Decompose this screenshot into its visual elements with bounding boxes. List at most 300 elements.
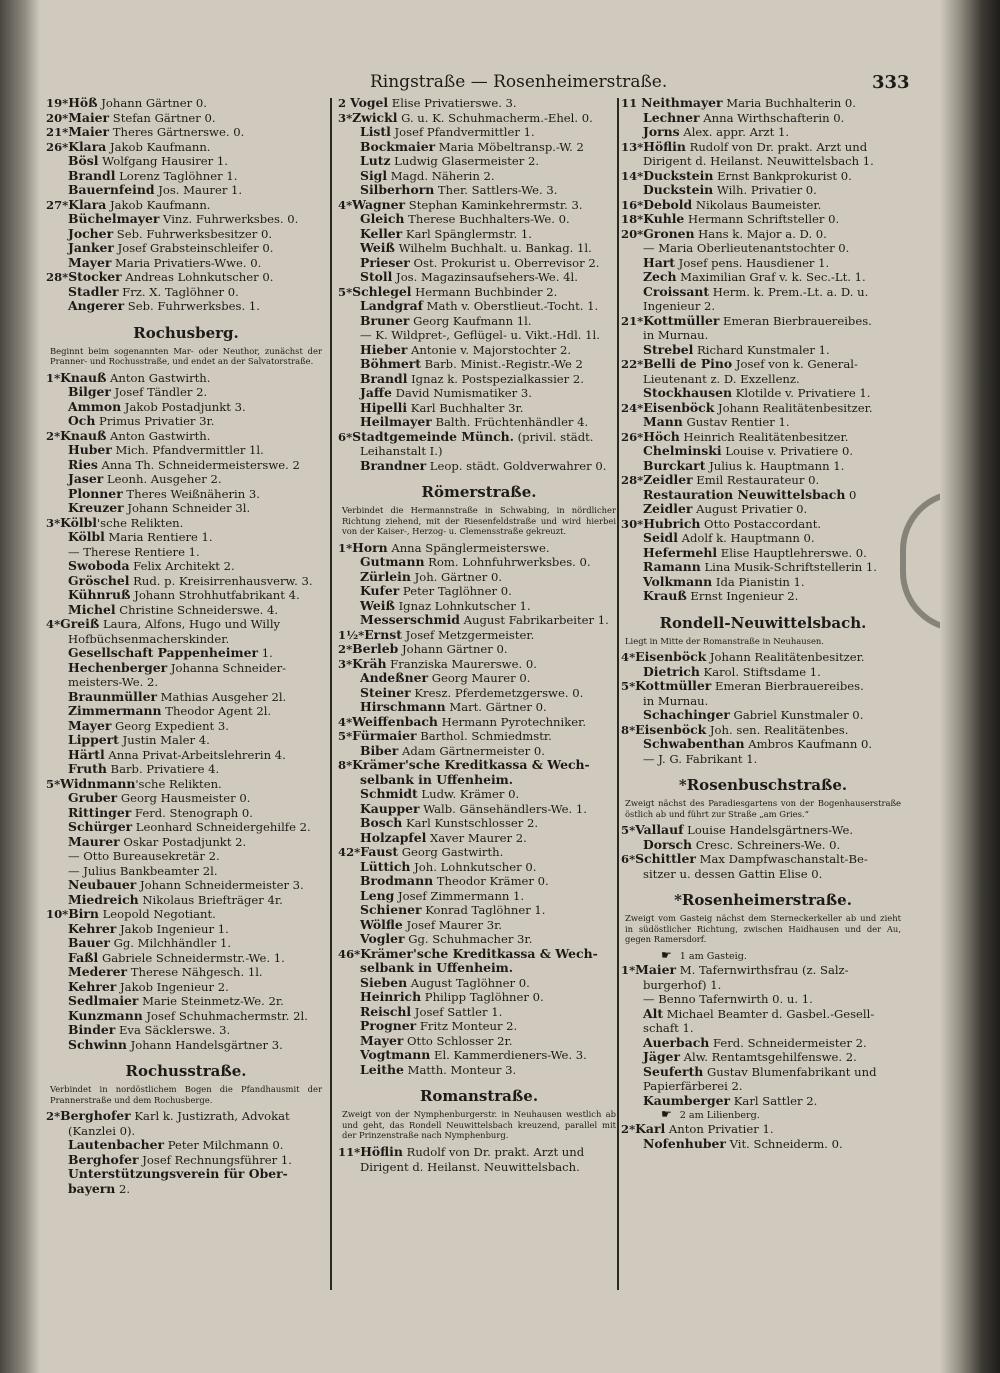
house-number: 8* (338, 758, 353, 773)
resident-details: Johann Gärtner 0. (97, 96, 207, 110)
resident-name: Neubauer (68, 878, 137, 893)
resident-details: Josef Zimmermann 1. (394, 888, 525, 903)
directory-entry (46, 1124, 326, 1139)
resident-details: Ost. Prokurist u. Oberrevisor 2. (409, 255, 600, 270)
resident-details: Ignaz Lohnkutscher 1. (394, 598, 531, 613)
directory-entry (621, 838, 905, 853)
resident-details: Xaver Maurer 2. (426, 830, 527, 845)
resident-name: Knauß (60, 428, 107, 443)
resident-details: Nikolaus Briefträger 4r. (138, 892, 283, 907)
resident-details: meisters-We. 2. (68, 675, 159, 690)
resident-details: Emil Restaurateur 0. (692, 473, 820, 487)
directory-entry (46, 574, 326, 589)
directory-entry (46, 501, 326, 516)
resident-details: Anton Privatier 1. (665, 1122, 774, 1137)
resident-details: Hofbüchsenmacherskinder. (68, 631, 230, 646)
resident-name: Brandl (68, 168, 116, 183)
resident-name: Belli de Pino (643, 357, 733, 371)
directory-entry (621, 963, 905, 978)
directory-entry (338, 570, 620, 585)
resident-details: Konrad Taglöhner 1. (421, 903, 546, 918)
directory-entry (621, 299, 905, 314)
resident-name: Holzapfel (360, 830, 427, 845)
resident-details: Josef Rechnungsführer 1. (138, 1152, 292, 1167)
resident-details: Leopold Negotiant. (98, 907, 216, 922)
resident-details: Gabriel Kunstmaler 0. (729, 708, 864, 723)
resident-details: Wolfgang Hausirer 1. (98, 154, 228, 168)
resident-name: Fruth (68, 762, 107, 777)
directory-entry (338, 1145, 620, 1160)
resident-details: sitzer u. dessen Gattin Elise 0. (643, 866, 823, 881)
resident-details: Barthol. Schmiedmstr. (416, 729, 552, 744)
resident-details: Peter Taglöhner 0. (399, 584, 512, 599)
directory-entry (46, 443, 326, 458)
resident-details: Ludwig Glasermeister 2. (390, 154, 540, 168)
resident-details: Oskar Postadjunkt 2. (119, 834, 247, 849)
column-right (621, 96, 905, 1151)
resident-details: David Numismatiker 3. (391, 386, 532, 400)
house-number: 4* (46, 617, 61, 632)
resident-details: Anton Gastwirth. (106, 428, 211, 443)
resident-name: Gesellschaft Pappenheimer (68, 646, 259, 661)
resident-details: Klotilde v. Privatiere 1. (731, 386, 871, 400)
directory-entry (46, 777, 326, 792)
resident-name: Berghofer (60, 1109, 131, 1124)
resident-details: Peter Milchmann 0. (164, 1138, 284, 1153)
resident-details: Alw. Rentamtsgehilfenswe. 2. (679, 1050, 857, 1065)
directory-entry (46, 385, 326, 400)
house-number: 1* (46, 370, 61, 385)
directory-entry (46, 603, 326, 618)
directory-entry (46, 96, 326, 111)
resident-details: Mich. Pfandvermittler 1l. (111, 443, 264, 458)
resident-name: Bauernfeind (68, 183, 155, 197)
directory-entry (46, 183, 326, 198)
resident-details: in Murnau. (643, 328, 709, 342)
directory-entry (338, 1160, 620, 1175)
resident-details: Leonhard Schneidergehilfe 2. (132, 820, 311, 835)
resident-details: Ernst Ingenieur 2. (686, 589, 799, 603)
resident-name: Volkmann (643, 574, 713, 589)
resident-name: Hipelli (360, 400, 408, 415)
resident-details: Walb. Gänsehändlers-We. 1. (419, 801, 587, 816)
resident-details: — Otto Bureausekretär 2. (68, 849, 220, 864)
house-number: 6* (621, 852, 636, 867)
resident-name: Stoll (360, 270, 393, 284)
resident-details: Ludw. Krämer 0. (417, 787, 520, 802)
resident-details: Jos. Maurer 1. (154, 183, 243, 197)
directory-entry (621, 1021, 905, 1036)
house-number: 2 (338, 96, 351, 110)
resident-name: Stadtgemeinde Münch. (352, 429, 514, 444)
resident-details: Andreas Lohnkutscher 0. (121, 270, 274, 284)
resident-name: Gröschel (68, 573, 130, 588)
directory-entry (338, 314, 620, 329)
resident-name: Zeidler (643, 502, 693, 516)
resident-name: Burckart (643, 458, 706, 473)
resident-name: Gleich (360, 212, 405, 226)
resident-name: Höch (643, 429, 680, 444)
resident-name: Weiffenbach (352, 714, 438, 729)
directory-entry (621, 752, 905, 767)
resident-name: Lüttich (360, 859, 411, 874)
directory-entry (46, 951, 326, 966)
resident-name: Bauer (68, 936, 110, 951)
directory-entry (621, 198, 905, 213)
resident-details: — J. G. Fabrikant 1. (643, 751, 758, 766)
directory-entry (338, 773, 620, 788)
directory-entry (338, 584, 620, 599)
resident-name: Kölbl (68, 530, 105, 545)
resident-name: Kehrer (68, 979, 117, 994)
resident-details: Theodor Krämer 0. (433, 874, 549, 889)
resident-name: Zech (643, 270, 677, 284)
resident-details: Theres Gärtnerswe. 0. (109, 125, 245, 139)
directory-entry (46, 965, 326, 980)
resident-name: Eisenböck (635, 722, 707, 737)
resident-name: selbank in Uffenheim. (360, 961, 514, 976)
directory-entry (338, 1063, 620, 1078)
street-heading: Rochusberg. (133, 323, 239, 342)
house-number: 24* (621, 400, 644, 415)
directory-entry (621, 386, 905, 401)
directory-entry (46, 198, 326, 213)
directory-entry (46, 1153, 326, 1168)
directory-entry (621, 473, 905, 488)
resident-details: Nikolaus Baumeister. (692, 197, 822, 212)
house-number: 4* (621, 650, 636, 665)
resident-name: Reischl (360, 1004, 412, 1019)
directory-entry (338, 787, 620, 802)
directory-entry (621, 560, 905, 575)
resident-name: Alt (643, 1006, 664, 1021)
resident-details: Hans k. Major a. D. 0. (694, 226, 827, 241)
resident-name: Höß (68, 96, 98, 110)
resident-name: Jorns (643, 125, 680, 139)
resident-details: Kresz. Pferdemetzgerswe. 0. (410, 685, 584, 700)
resident-details: Maximilian Graf v. k. Sec.-Lt. 1. (676, 270, 866, 284)
directory-entry (46, 125, 326, 140)
resident-name: Andeßner (360, 671, 429, 686)
resident-details: Karl Sattler 2. (730, 1093, 818, 1108)
directory-entry (46, 458, 326, 473)
directory-entry (338, 715, 620, 730)
directory-entry (621, 650, 905, 665)
directory-entry (338, 256, 620, 271)
directory-entry (621, 357, 905, 372)
directory-entry (46, 849, 326, 864)
resident-name: Zwickl (352, 110, 398, 125)
directory-entry (621, 1050, 905, 1065)
binding-clip (900, 490, 976, 632)
resident-name: Dorsch (643, 837, 693, 852)
marker-text: 2 am Lilienberg. (679, 1110, 760, 1122)
directory-entry (338, 671, 620, 686)
house-number: 26* (46, 139, 69, 154)
resident-details: Primus Privatier 3r. (95, 414, 215, 429)
resident-details: burgerhof) 1. (643, 977, 722, 992)
directory-entry (338, 444, 620, 459)
directory-entry (338, 328, 620, 343)
directory-entry (621, 372, 905, 387)
street-heading: *Rosenbuschstraße. (678, 776, 848, 795)
resident-details: Jakob Ingenieur 1. (116, 921, 229, 936)
resident-name: Faust (360, 845, 399, 860)
resident-name: Kuhle (643, 212, 685, 226)
resident-name: Lautenbacher (68, 1138, 165, 1153)
resident-details: Franziska Maurerswe. 0. (386, 656, 537, 671)
resident-details: Josef pens. Hausdiener 1. (675, 255, 830, 270)
resident-details: — Benno Tafernwirth 0. u. 1. (643, 992, 813, 1007)
resident-details: Gg. Milchhändler 1. (109, 936, 232, 951)
resident-details: Ignaz k. Postspezialkassier 2. (407, 371, 584, 386)
directory-entry (338, 947, 620, 962)
resident-name: Michel (68, 602, 116, 617)
resident-details: Karol. Stiftsdame 1. (699, 664, 821, 679)
pointing-hand-icon: ☛ (661, 948, 672, 963)
resident-name: Vogler (360, 932, 405, 947)
resident-details: Jos. Magazinsaufsehers-We. 4l. (392, 270, 578, 284)
resident-details: Wilh. Privatier 0. (713, 183, 817, 197)
directory-entry (338, 198, 620, 213)
directory-entry (338, 758, 620, 773)
directory-entry (621, 212, 905, 227)
directory-entry (621, 737, 905, 752)
directory-entry (46, 719, 326, 734)
resident-name: Schwinn (68, 1037, 127, 1052)
directory-entry (621, 415, 905, 430)
resident-name: Böhmert (360, 357, 421, 371)
resident-name: Weiß (360, 241, 395, 255)
resident-name: Mayer (68, 255, 112, 270)
resident-details: Anna Privat-Arbeitslehrerin 4. (104, 747, 286, 762)
directory-entry (46, 1167, 326, 1182)
resident-name: Seuferth (643, 1064, 704, 1079)
resident-name: Landgraf (360, 299, 423, 313)
directory-entry (46, 646, 326, 661)
resident-name: Steiner (360, 685, 411, 700)
pointing-hand-icon: ☛ (661, 1107, 672, 1122)
resident-details: Jakob Kaufmann. (106, 139, 211, 154)
resident-name: Hart (643, 255, 675, 270)
resident-details: Karl Buchhalter 3r. (407, 400, 524, 415)
resident-details: Johann Strohhutfabrikant 4. (130, 588, 300, 603)
directory-entry (338, 686, 620, 701)
resident-details: Lieutenant z. D. Exzellenz. (643, 371, 800, 386)
street-description: Zweigt nächst des Paradiesgartens von der Bogenhauserstraße östlich ab und führt zur Straße „am Gries.“ (625, 798, 901, 819)
street-heading: Rochusstraße. (125, 1062, 247, 1081)
resident-name: Unterstützungsverein für Ober- (68, 1167, 288, 1182)
column-divider (330, 98, 332, 1290)
running-title: Ringstraße — Rosenheimerstraße. (370, 72, 668, 92)
resident-details: Seb. Fuhrwerksbes. 1. (124, 299, 260, 313)
marker-text: 1 am Gasteig. (679, 951, 747, 963)
resident-name: Mayer (68, 718, 112, 733)
house-number: 21* (621, 313, 644, 328)
resident-name: Gronen (643, 226, 695, 241)
resident-name: Eisenböck (635, 650, 707, 665)
resident-details: Hermann Schriftsteller 0. (684, 212, 840, 226)
resident-details: Gabriele Schneidermstr.-We. 1. (98, 950, 285, 965)
resident-name: Wölfle (360, 917, 403, 932)
directory-entry (338, 357, 620, 372)
resident-details: 1. (258, 646, 273, 661)
resident-name: Auerbach (643, 1035, 710, 1050)
directory-entry (338, 459, 620, 474)
resident-name: Kühnruß (68, 588, 131, 603)
resident-details: Therese Nähgesch. 1l. (127, 965, 263, 980)
directory-entry (338, 372, 620, 387)
directory-entry (46, 270, 326, 285)
resident-name: Krämer'sche Kreditkassa & Wech- (352, 758, 590, 773)
resident-name: selbank in Uffenheim. (360, 772, 514, 787)
resident-details: — Julius Bankbeamter 2l. (68, 863, 218, 878)
directory-entry (46, 762, 326, 777)
resident-name: Dietrich (643, 664, 700, 679)
street-heading: *Rosenheimerstraße. (674, 891, 852, 910)
house-number: 5* (46, 776, 61, 791)
house-number: 14* (621, 168, 644, 183)
resident-name: Chelminski (643, 444, 722, 458)
resident-name: Neithmayer (641, 96, 723, 110)
directory-entry (46, 429, 326, 444)
resident-details: Josef Schuhmachermstr. 2l. (142, 1008, 308, 1023)
directory-entry (46, 414, 326, 429)
resident-details: Vinz. Fuhrwerksbes. 0. (159, 212, 299, 226)
house-number: 1½* (338, 627, 365, 642)
resident-details: Ferd. Schneidermeister 2. (709, 1035, 867, 1050)
street-description: Zweigt vom Gasteig nächst dem Sterneckerkeller ab und zieht in südöstlicher Richtung, zwischen Haidhausen und der Au, gegen Ramersdorf. (625, 913, 901, 945)
resident-details: 0 (845, 487, 857, 502)
page-header (340, 72, 940, 98)
resident-details: Heinrich Realitätenbesitzer. (679, 429, 849, 444)
resident-name: Lutz (360, 154, 391, 168)
directory-entry (46, 806, 326, 821)
directory-entry (338, 227, 620, 242)
directory-entry (46, 1182, 326, 1197)
directory-entry (338, 241, 620, 256)
directory-entry (338, 729, 620, 744)
directory-entry (338, 932, 620, 947)
resident-details: Dirigent d. Heilanst. Neuwittelsbach 1. (643, 154, 874, 168)
resident-details: Adam Gärtnermeister 0. (398, 743, 545, 758)
resident-details: Ther. Sattlers-We. 3. (434, 183, 558, 197)
directory-entry (621, 1122, 905, 1137)
resident-name: Brodmann (360, 874, 434, 889)
resident-details: Johann Gärtner 0. (398, 642, 508, 657)
resident-name: Bilger (68, 385, 111, 400)
resident-name: Schlegel (352, 284, 412, 299)
resident-name: Karl (635, 1122, 666, 1137)
resident-details: Karl Spänglermstr. 1. (402, 226, 532, 241)
resident-details: Michael Beamter d. Gasbel.-Gesell- (663, 1006, 875, 1021)
resident-name: Sigl (360, 168, 388, 183)
directory-entry (338, 285, 620, 300)
resident-name: Maier (68, 125, 110, 139)
directory-entry (338, 903, 620, 918)
directory-entry (46, 111, 326, 126)
street-heading: Römerstraße. (421, 483, 537, 501)
resident-details: 'sche Relikten. (96, 515, 184, 530)
resident-details: Jakob Postadjunkt 3. (121, 399, 246, 414)
house-number: 1* (338, 540, 353, 555)
street-description: Zweigt von der Nymphenburgerstr. in Neuhausen westlich ab und geht, das Rondell Neuwittelsbach kreuzend, parallel mit der Prinzenstraße nach Nymphenburg. (342, 1109, 616, 1141)
directory-entry (46, 936, 326, 951)
resident-name: Hubrich (643, 516, 701, 531)
house-number: 20* (46, 110, 69, 125)
directory-entry (338, 700, 620, 715)
directory-entry (338, 874, 620, 889)
resident-details: Emeran Bierbrauereibes. (711, 679, 864, 694)
directory-entry (621, 140, 905, 155)
resident-name: Höflin (360, 1145, 403, 1160)
resident-details: Alex. appr. Arzt 1. (679, 125, 789, 139)
directory-entry (621, 111, 905, 126)
directory-entry (338, 1048, 620, 1063)
directory-entry (338, 183, 620, 198)
resident-name: Birn (68, 907, 99, 922)
street-description: Beginnt beim sogenannten Mar- oder Neuthor, zunächst der Pranner- und Rochusstraße, und endet an der Salvatorstraße. (50, 345, 322, 367)
directory-entry (338, 169, 620, 184)
resident-name: Ammon (68, 399, 122, 414)
resident-name: Vogel (350, 96, 389, 110)
directory-entry (338, 541, 620, 556)
resident-name: Wagner (352, 197, 406, 212)
directory-entry (338, 1034, 620, 1049)
resident-details: in Murnau. (643, 693, 709, 708)
resident-details: Johann Realitätenbesitzer. (714, 400, 873, 415)
resident-name: Schmidt (360, 787, 418, 802)
directory-entry (46, 617, 326, 632)
directory-entry (338, 111, 620, 126)
resident-details: Leop. städt. Goldverwahrer 0. (426, 458, 607, 473)
directory-entry (621, 241, 905, 256)
resident-details: Anna Spänglermeisterswe. (387, 540, 550, 555)
resident-details: Josef Grabsteinschleifer 0. (113, 241, 274, 255)
directory-entry (46, 1023, 326, 1038)
resident-name: Miedreich (68, 892, 139, 907)
directory-entry (46, 994, 326, 1009)
house-number: 28* (46, 270, 69, 284)
resident-details: Richard Kunstmaler 1. (693, 342, 830, 357)
directory-entry (46, 820, 326, 835)
resident-details: Anna Th. Schneidermeisterswe. 2 (97, 457, 300, 472)
resident-name: Ramann (643, 560, 701, 574)
resident-name: Silberhorn (360, 183, 435, 197)
resident-name: Heinrich (360, 990, 422, 1005)
resident-details: 2. (115, 1181, 131, 1196)
resident-name: Leng (360, 888, 395, 903)
resident-details: Josef Metzgermeister. (401, 627, 535, 642)
house-number: 11 (621, 96, 642, 110)
resident-details: Lina Musik-Schriftstellerin 1. (700, 560, 877, 574)
resident-name: Greiß (60, 617, 100, 632)
resident-details: Magd. Näherin 2. (387, 168, 495, 183)
house-number: 18* (621, 212, 644, 226)
house-number: 3* (338, 656, 353, 671)
directory-entry (46, 588, 326, 603)
resident-details: schaft 1. (643, 1021, 694, 1036)
house-number: 1* (621, 963, 636, 978)
house-number: 21* (46, 125, 69, 139)
directory-entry (46, 907, 326, 922)
directory-entry (621, 546, 905, 561)
directory-entry (338, 270, 620, 285)
resident-name: Brandl (360, 371, 408, 386)
resident-name: Lippert (68, 733, 119, 748)
directory-entry (46, 140, 326, 155)
resident-name: Leithe (360, 1062, 404, 1077)
